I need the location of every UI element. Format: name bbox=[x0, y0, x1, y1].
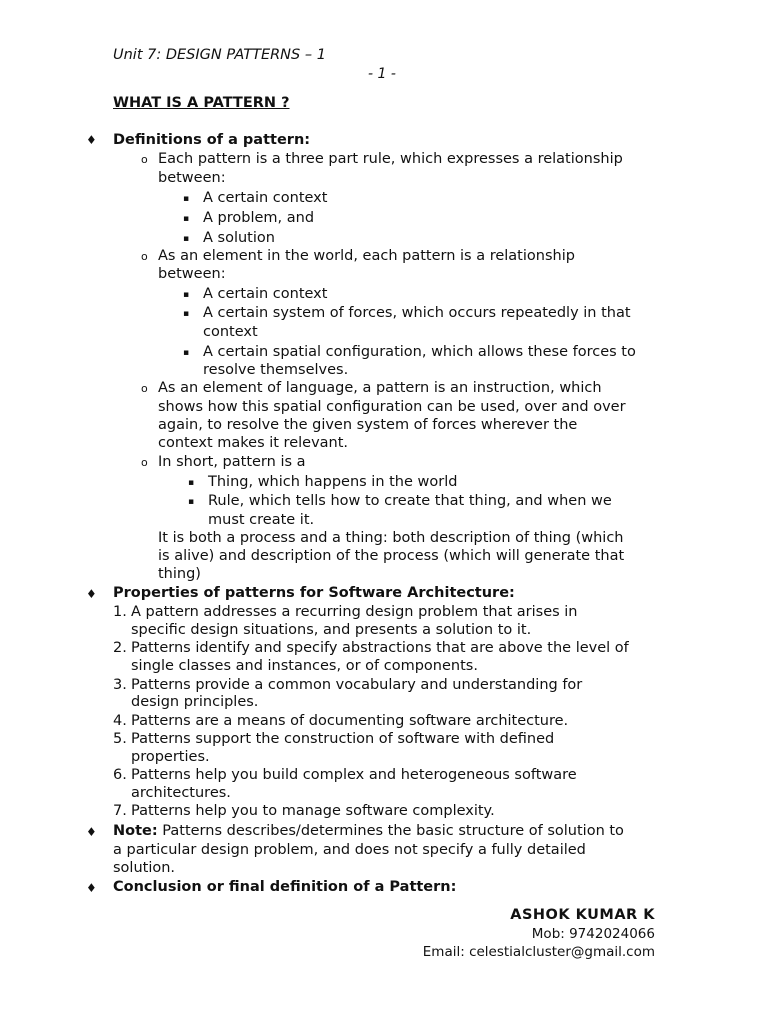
sub-item: Rule, which tells how to create that thing, and when we bbox=[208, 493, 612, 509]
square-bullet-icon: ▪ bbox=[183, 348, 190, 358]
note-line-3: solution. bbox=[113, 860, 176, 876]
property-6-line-1: Patterns help you build complex and heterogeneous software bbox=[131, 767, 577, 783]
definition-item-3-line-1: As an element of language, a pattern is an instruction, which bbox=[158, 380, 602, 396]
list-number: 1. bbox=[113, 604, 127, 620]
list-number: 4. bbox=[113, 713, 127, 729]
square-bullet-icon: ▪ bbox=[188, 478, 195, 488]
conclusion-heading: Conclusion or final definition of a Pattern: bbox=[113, 879, 457, 895]
property-6-line-2: architectures. bbox=[131, 785, 231, 801]
definitions-heading: Definitions of a pattern: bbox=[113, 132, 311, 148]
diamond-bullet-icon: ♦ bbox=[86, 133, 97, 147]
property-4-line-1: Patterns are a means of documenting software architecture. bbox=[131, 713, 569, 729]
property-1-line-2: specific design situations, and presents a solution to it. bbox=[131, 622, 532, 638]
note-line-1 bbox=[113, 822, 653, 840]
circle-bullet-icon: o bbox=[141, 456, 148, 469]
definition-item-1-line-1: Each pattern is a three part rule, which expresses a relationship bbox=[158, 151, 623, 167]
summary-line-2: is alive) and description of the process (which will generate that bbox=[158, 548, 625, 564]
note-line-2: a particular design problem, and does not specify a fully detailed bbox=[113, 842, 586, 858]
circle-bullet-icon: o bbox=[141, 382, 148, 395]
property-3-line-2: design principles. bbox=[131, 694, 259, 710]
definition-item-3-line-4: context makes it relevant. bbox=[158, 435, 349, 451]
sub-item-continuation: must create it. bbox=[208, 512, 315, 528]
author-mobile: Mob: 9742024066 bbox=[531, 926, 655, 942]
property-2-line-2: single classes and instances, or of components. bbox=[131, 658, 478, 674]
properties-heading: Properties of patterns for Software Architecture: bbox=[113, 585, 515, 601]
property-7-line-1: Patterns help you to manage software complexity. bbox=[131, 803, 495, 819]
square-bullet-icon: ▪ bbox=[183, 214, 190, 224]
definition-item-3-line-3: again, to resolve the given system of forces wherever the bbox=[158, 417, 578, 433]
sub-item: Thing, which happens in the world bbox=[208, 474, 458, 490]
summary-line-1: It is both a process and a thing: both description of thing (which bbox=[158, 530, 624, 546]
definition-item-3-line-2: shows how this spatial configuration can be used, over and over bbox=[158, 399, 626, 415]
sub-item: A solution bbox=[203, 230, 275, 246]
summary-line-3: thing) bbox=[158, 566, 201, 582]
definition-item-1-line-2: between: bbox=[158, 170, 226, 186]
property-5-line-1: Patterns support the construction of software with defined bbox=[131, 731, 555, 747]
author-name: ASHOK KUMAR K bbox=[510, 907, 655, 923]
sub-item-continuation: context bbox=[203, 324, 258, 340]
property-2-line-1: Patterns identify and specify abstractions that are above the level of bbox=[131, 640, 629, 656]
diamond-bullet-icon: ♦ bbox=[86, 881, 97, 895]
circle-bullet-icon: o bbox=[141, 250, 148, 263]
property-1-line-1: A pattern addresses a recurring design problem that arises in bbox=[131, 604, 578, 620]
definition-item-2-line-2: between: bbox=[158, 266, 226, 282]
unit-title: Unit 7: DESIGN PATTERNS – 1 bbox=[113, 47, 326, 63]
sub-item: A certain context bbox=[203, 286, 328, 302]
list-number: 2. bbox=[113, 640, 127, 656]
list-number: 6. bbox=[113, 767, 127, 783]
list-number: 3. bbox=[113, 677, 127, 693]
sub-item: A problem, and bbox=[203, 210, 315, 226]
sub-item: A certain system of forces, which occurs repeatedly in that bbox=[203, 305, 631, 321]
diamond-bullet-icon: ♦ bbox=[86, 587, 97, 601]
definition-item-2-line-1: As an element in the world, each pattern is a relationship bbox=[158, 248, 575, 264]
property-3-line-1: Patterns provide a common vocabulary and understanding for bbox=[131, 677, 583, 693]
definition-item-4: In short, pattern is a bbox=[158, 454, 306, 470]
author-email: Email: celestialcluster@gmail.com bbox=[422, 944, 655, 960]
sub-item: A certain context bbox=[203, 190, 328, 206]
square-bullet-icon: ▪ bbox=[183, 194, 190, 204]
note-label: Note: bbox=[113, 823, 158, 839]
note-text: Patterns describes/determines the basic structure of solution to bbox=[157, 823, 624, 839]
square-bullet-icon: ▪ bbox=[183, 234, 190, 244]
sub-item-continuation: resolve themselves. bbox=[203, 362, 349, 378]
square-bullet-icon: ▪ bbox=[183, 309, 190, 319]
sub-item: A certain spatial configuration, which allows these forces to bbox=[203, 344, 636, 360]
list-number: 5. bbox=[113, 731, 127, 747]
property-5-line-2: properties. bbox=[131, 749, 210, 765]
section-heading: WHAT IS A PATTERN ? bbox=[113, 95, 290, 111]
square-bullet-icon: ▪ bbox=[188, 497, 195, 507]
list-number: 7. bbox=[113, 803, 127, 819]
circle-bullet-icon: o bbox=[141, 153, 148, 166]
square-bullet-icon: ▪ bbox=[183, 290, 190, 300]
page-number: - 1 - bbox=[368, 66, 396, 82]
diamond-bullet-icon: ♦ bbox=[86, 825, 97, 839]
